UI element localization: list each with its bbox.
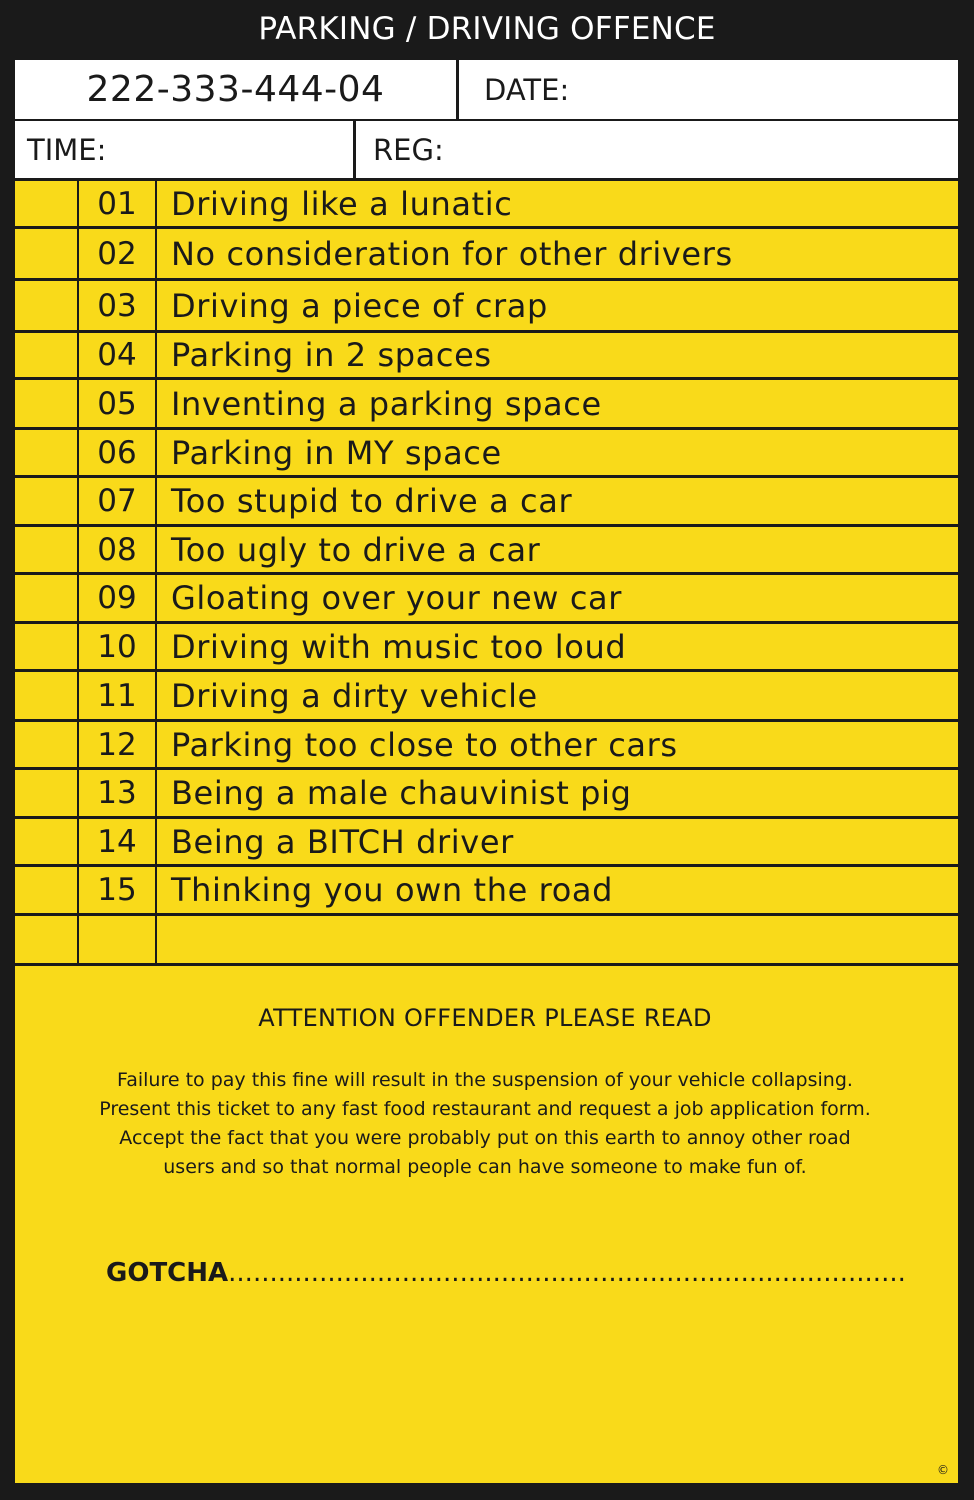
offence-row bbox=[15, 575, 958, 621]
date-label: DATE: bbox=[484, 72, 570, 107]
offence-checkbox[interactable] bbox=[15, 281, 79, 330]
offence-row bbox=[15, 527, 958, 572]
ticket-number: 222-333-444-04 bbox=[86, 69, 385, 110]
offence-description: Driving a piece of crap bbox=[171, 286, 548, 325]
reg-label: REG: bbox=[373, 132, 444, 167]
offence-number: 13 bbox=[79, 770, 157, 816]
offence-checkbox[interactable] bbox=[15, 819, 79, 864]
copyright-symbol: © bbox=[937, 1463, 949, 1477]
offence-checkbox[interactable] bbox=[15, 181, 79, 226]
offence-number: 12 bbox=[79, 722, 157, 767]
offence-number: 15 bbox=[79, 867, 157, 913]
notice-line: Failure to pay this fine will result in the suspension of your vehicle collapsing. bbox=[117, 1069, 853, 1091]
offence-description: Being a male chauvinist pig bbox=[171, 774, 632, 812]
offence-description: Thinking you own the road bbox=[171, 871, 613, 909]
offence-checkbox[interactable] bbox=[15, 722, 79, 767]
date-field[interactable] bbox=[456, 60, 958, 119]
offence-row bbox=[15, 770, 958, 816]
offence-description: No consideration for other drivers bbox=[171, 234, 733, 273]
offence-row bbox=[15, 281, 958, 330]
offence-row bbox=[15, 478, 958, 524]
offence-number: 04 bbox=[79, 333, 157, 377]
offence-checkbox[interactable] bbox=[15, 333, 79, 377]
offence-description: Parking too close to other cars bbox=[171, 725, 678, 764]
gotcha-signature-line[interactable] bbox=[106, 1258, 906, 1288]
offence-number: 11 bbox=[79, 672, 157, 719]
offence-checkbox[interactable] bbox=[15, 430, 79, 475]
offence-row bbox=[15, 333, 958, 377]
offence-checkbox[interactable] bbox=[15, 867, 79, 913]
offence-checkbox[interactable] bbox=[15, 527, 79, 572]
offence-row bbox=[15, 380, 958, 427]
gotcha-dots: .................................................................................. bbox=[228, 1258, 906, 1288]
offence-checkbox[interactable] bbox=[15, 478, 79, 524]
offence-checkbox[interactable] bbox=[15, 229, 79, 278]
offence-description: Parking in 2 spaces bbox=[171, 336, 492, 374]
offence-description[interactable] bbox=[171, 916, 958, 963]
offence-checkbox[interactable] bbox=[15, 624, 79, 669]
time-label: TIME: bbox=[27, 132, 107, 167]
offence-row bbox=[15, 722, 958, 767]
offence-row bbox=[15, 181, 958, 226]
offence-number: 10 bbox=[79, 624, 157, 669]
notice-panel bbox=[15, 966, 958, 1483]
offence-row-blank bbox=[15, 916, 958, 963]
offence-number: 06 bbox=[79, 430, 157, 475]
offence-checkbox[interactable] bbox=[15, 380, 79, 427]
offence-description: Inventing a parking space bbox=[171, 384, 602, 423]
offence-description: Driving a dirty vehicle bbox=[171, 676, 538, 715]
offence-number: 07 bbox=[79, 478, 157, 524]
offence-row bbox=[15, 229, 958, 278]
ticket-header-row bbox=[15, 60, 958, 119]
offence-description: Being a BITCH driver bbox=[171, 822, 514, 861]
offence-number: 01 bbox=[79, 181, 157, 226]
notice-line: users and so that normal people can have someone to make fun of. bbox=[163, 1156, 807, 1178]
offence-description: Too ugly to drive a car bbox=[171, 530, 541, 569]
offence-description: Parking in MY space bbox=[171, 433, 502, 472]
offence-number: 08 bbox=[79, 527, 157, 572]
notice-body bbox=[15, 1066, 955, 1182]
time-field[interactable] bbox=[15, 121, 353, 178]
offence-number: 03 bbox=[79, 281, 157, 330]
offence-description: Driving with music too loud bbox=[171, 627, 627, 666]
ticket-title: PARKING / DRIVING OFFENCE bbox=[258, 11, 716, 47]
offence-description: Driving like a lunatic bbox=[171, 184, 513, 223]
notice-heading: ATTENTION OFFENDER PLEASE READ bbox=[258, 1004, 712, 1032]
offence-checkbox[interactable] bbox=[15, 916, 79, 963]
offence-row bbox=[15, 430, 958, 475]
notice-line: Present this ticket to any fast food restaurant and request a job application form. bbox=[99, 1098, 871, 1120]
offence-description: Gloating over your new car bbox=[171, 579, 623, 617]
offence-number: 02 bbox=[79, 229, 157, 278]
offence-number: 05 bbox=[79, 380, 157, 427]
offence-row bbox=[15, 867, 958, 913]
gotcha-label: GOTCHA bbox=[106, 1258, 229, 1288]
offence-checkbox[interactable] bbox=[15, 575, 79, 621]
offence-number: 09 bbox=[79, 575, 157, 621]
offence-description: Too stupid to drive a car bbox=[171, 482, 573, 520]
offence-checkbox[interactable] bbox=[15, 672, 79, 719]
offence-row bbox=[15, 819, 958, 864]
offence-number: 14 bbox=[79, 819, 157, 864]
notice-line: Accept the fact that you were probably put on this earth to annoy other road bbox=[119, 1127, 851, 1149]
offence-number bbox=[79, 916, 157, 963]
offence-row bbox=[15, 624, 958, 669]
offence-checkbox[interactable] bbox=[15, 770, 79, 816]
ticket-details-row bbox=[15, 121, 958, 178]
offence-row bbox=[15, 672, 958, 719]
reg-field[interactable] bbox=[353, 121, 958, 178]
